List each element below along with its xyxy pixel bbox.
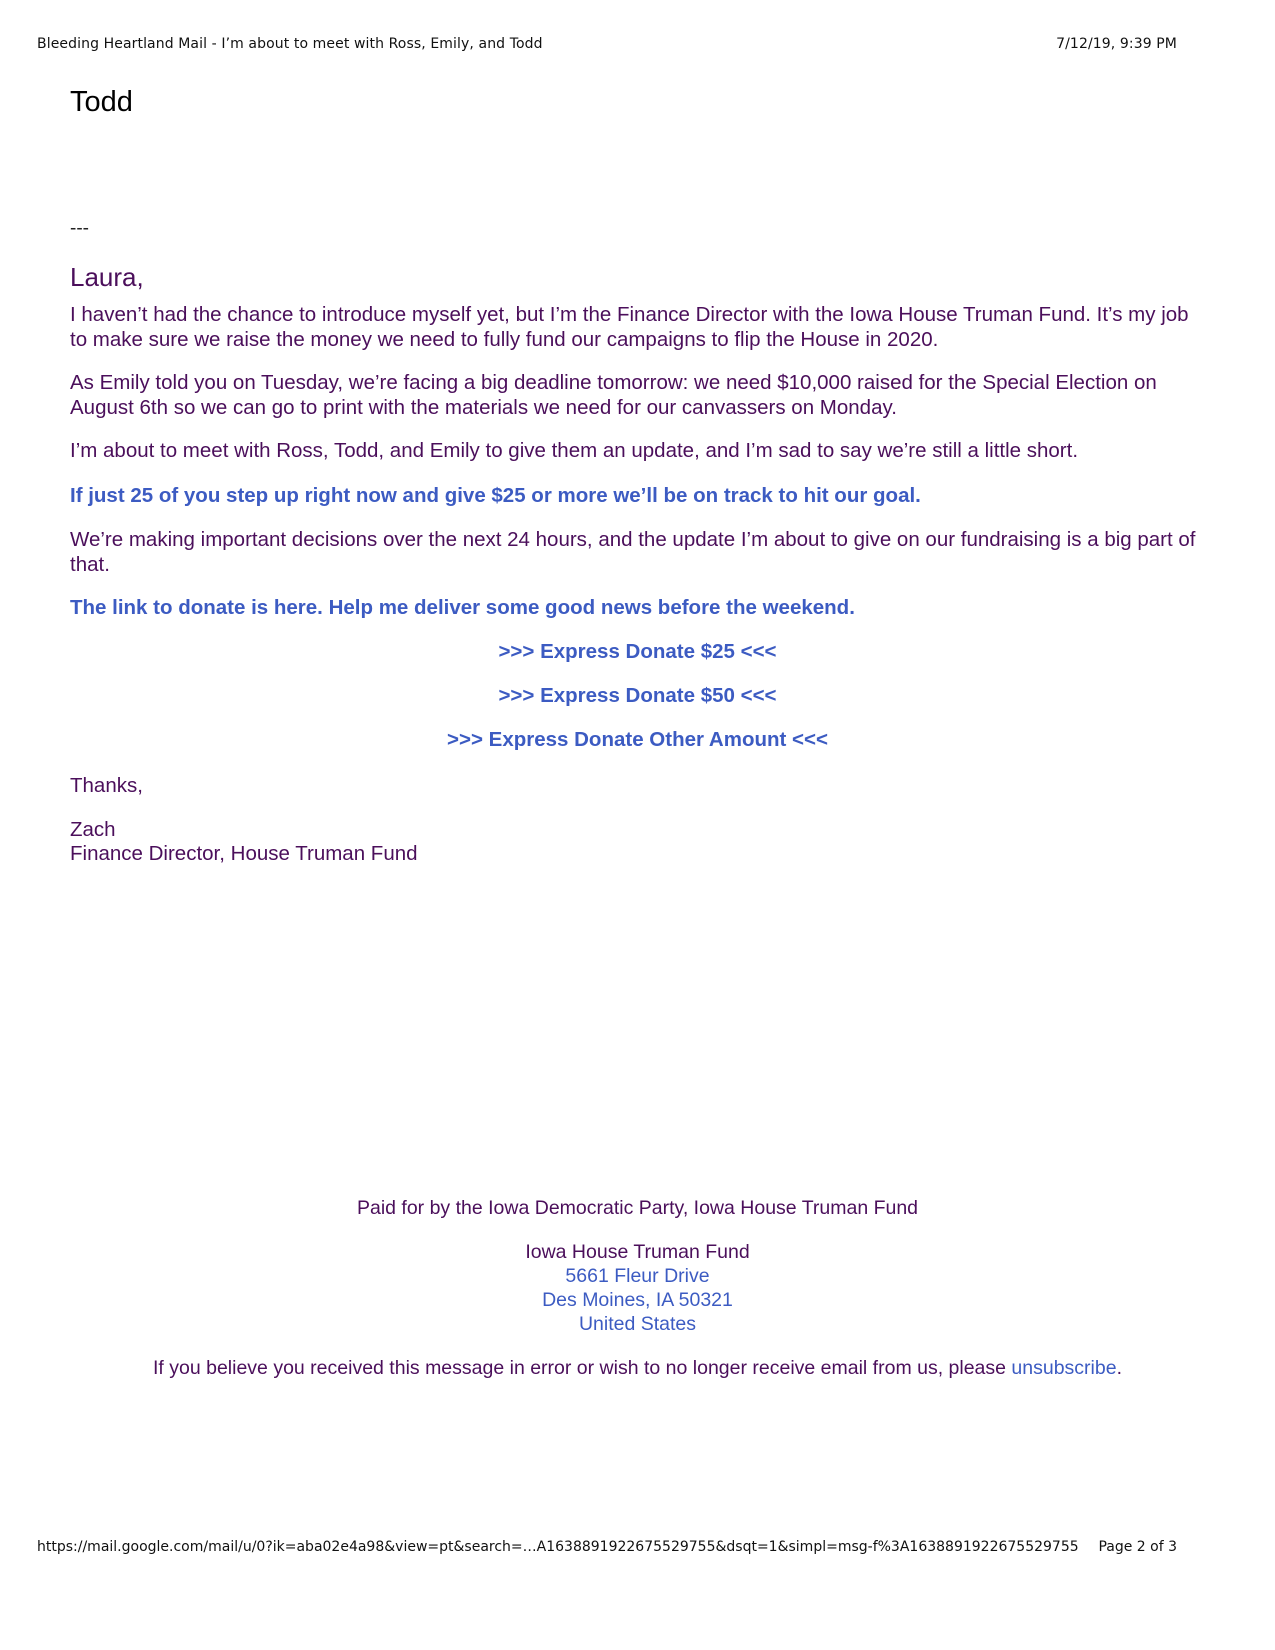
paragraph-intro: I haven’t had the chance to introduce myself yet, but I’m the Finance Director with the Iowa House Truman Fund. It’s my job to make sure we raise the money we need to fully fund our campaigns to flip the House in 2020. (70, 303, 1189, 351)
express-donate-50-link[interactable]: >>> Express Donate $50 <<< (498, 684, 777, 707)
print-footer-url: https://mail.google.com/mail/u/0?ik=aba02e4a98&view=pt&search=…A1638891922675529755&dsqt=1&simpl=msg-f%3A1638891922675529755 (37, 1539, 1079, 1555)
print-header-title: Bleeding Heartland Mail - I’m about to meet with Ross, Emily, and Todd (37, 36, 543, 52)
print-header-timestamp: 7/12/19, 9:39 PM (1056, 36, 1177, 52)
paragraph-meeting: I’m about to meet with Ross, Todd, and Emily to give them an update, and I’m sad to say we’re still a little short. (70, 439, 1079, 462)
address-country[interactable]: United States (578, 1313, 697, 1335)
signer-title: Finance Director, House Truman Fund (70, 842, 418, 865)
address-line-2[interactable]: Des Moines, IA 50321 (542, 1289, 733, 1311)
print-footer-page-number: Page 2 of 3 (1098, 1539, 1177, 1555)
separator: --- (70, 218, 89, 239)
paid-for-disclaimer: Paid for by the Iowa Democratic Party, Iowa House Truman Fund (356, 1197, 919, 1219)
unsubscribe-link[interactable]: unsubscribe (1011, 1357, 1117, 1379)
unsubscribe-prefix: If you believe you received this message in error or wish to no longer receive email from us, please (153, 1357, 1006, 1379)
paragraph-decisions: We’re making important decisions over the next 24 hours, and the update I’m about to give on our fundraising is a big part of that. (70, 528, 1196, 576)
closing: Thanks, (70, 774, 143, 797)
address-line-1[interactable]: 5661 Fleur Drive (565, 1265, 710, 1287)
express-donate-other-link[interactable]: >>> Express Donate Other Amount <<< (447, 728, 828, 751)
paragraph-ask-link[interactable]: If just 25 of you step up right now and give $25 or more we’ll be on track to hit our goal. (70, 484, 921, 507)
paragraph-donate-link[interactable]: The link to donate is here. Help me deliver some good news before the weekend. (70, 596, 855, 619)
signer-name: Zach (70, 818, 116, 841)
unsubscribe-suffix: . (1116, 1357, 1122, 1379)
express-donate-25-link[interactable]: >>> Express Donate $25 <<< (498, 640, 777, 663)
greeting: Laura, (70, 262, 144, 292)
unsubscribe-notice (0, 1356, 1275, 1381)
top-name: Todd (70, 86, 133, 118)
paragraph-deadline: As Emily told you on Tuesday, we’re facing a big deadline tomorrow: we need $10,000 raised for the Special Election on August 6th so we can go to print with the materials we need for our canvassers on Monday. (70, 371, 1157, 419)
org-name: Iowa House Truman Fund (525, 1241, 750, 1263)
